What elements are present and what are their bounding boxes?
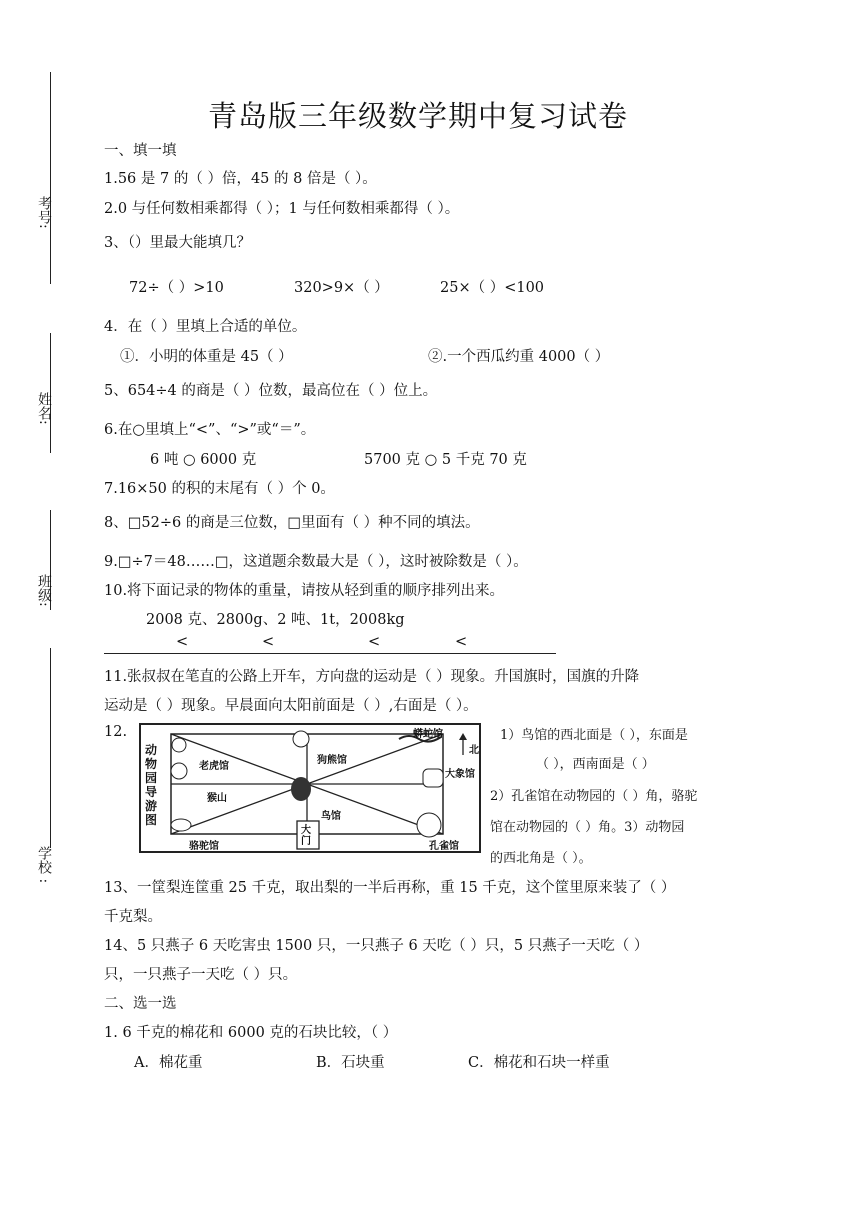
question-5: 5、654÷4 的商是（ ）位数，最高位在（ ）位上。 bbox=[104, 383, 438, 399]
question-1: 1.56 是 7 的（ ）倍，45 的 8 倍是（ ）。 bbox=[104, 171, 377, 187]
margin-line bbox=[50, 72, 51, 284]
question-12-sub: 2）孔雀馆在动物园的（ ）角，骆驼 bbox=[490, 789, 698, 804]
question-11-line2: 运动是（ ）现象。早晨面向太阳前面是（ ）,右面是（ ）。 bbox=[104, 698, 478, 714]
margin-line bbox=[50, 648, 51, 848]
answer-line bbox=[104, 653, 556, 654]
question-9: 9.□÷7＝48……□，这道题余数最大是（ ），这时被除数是（ ）。 bbox=[104, 554, 528, 570]
question-10: 10.将下面记录的物体的重量，请按从轻到重的顺序排列出来。 bbox=[104, 583, 505, 599]
map-label-luotuo: 骆驼馆 bbox=[189, 841, 219, 852]
question-3-item: 72÷（ ）>10 bbox=[129, 280, 224, 296]
question-12-sub: 的西北角是（ ）。 bbox=[490, 851, 592, 866]
map-label-bei: 北 bbox=[469, 745, 479, 756]
margin-label-xingming: 姓名: bbox=[36, 392, 52, 425]
question-4: 4．在（ ）里填上合适的单位。 bbox=[104, 319, 307, 335]
margin-label-banji: 班级: bbox=[36, 574, 52, 607]
map-label-kongque: 孔雀馆 bbox=[429, 841, 459, 852]
question-13-line1: 13、一筐梨连筐重 25 千克，取出梨的一半后再称，重 15 千克，这个筐里原来装了（ ） bbox=[104, 880, 676, 896]
page-title: 青岛版三年级数学期中复习试卷 bbox=[208, 99, 629, 133]
question-7: 7.16×50 的积的末尾有（ ）个 0。 bbox=[104, 481, 335, 497]
question-12-number: 12. bbox=[104, 724, 128, 740]
question-12-sub: （ ），西南面是（ ） bbox=[536, 757, 655, 772]
question-4-b: ②.一个西瓜约重 4000（ ） bbox=[428, 349, 610, 365]
question-3-item: 320>9×（ ） bbox=[294, 280, 389, 296]
zoo-map bbox=[139, 723, 481, 853]
question-6-a: 6 吨 ○ 6000 克 bbox=[150, 452, 257, 468]
question-12-sub: 1）鸟馆的西北面是（ ），东面是 bbox=[500, 728, 688, 743]
margin-label-kaohao: 考号: bbox=[36, 196, 52, 229]
map-label-houshan: 猴山 bbox=[207, 793, 227, 804]
question-10-items: 2008 克、2800g、2 吨、1t，2008kg bbox=[146, 612, 405, 628]
question-14-line1: 14、5 只燕子 6 天吃害虫 1500 只，一只燕子 6 天吃（ ）只，5 只燕子一天吃（ ） bbox=[104, 938, 649, 954]
question-3: 3、（）里最大能填几？ bbox=[104, 235, 251, 251]
question-12-sub: 馆在动物园的（ ）角。3）动物园 bbox=[490, 820, 685, 835]
option-c: C．棉花和石块一样重 bbox=[468, 1055, 610, 1071]
question-2: 2.0 与任何数相乘都得（ ）；1 与任何数相乘都得（ ）。 bbox=[104, 201, 460, 217]
question-3-item: 25×（ ）<100 bbox=[440, 280, 545, 296]
question-8: 8、□52÷6 的商是三位数，□里面有（ ）种不同的填法。 bbox=[104, 515, 480, 531]
less-than-sign: < bbox=[262, 634, 275, 650]
question-14-line2: 只，一只燕子一天吃（ ）只。 bbox=[104, 967, 298, 983]
section-heading: 二、选一选 bbox=[104, 996, 177, 1012]
less-than-sign: < bbox=[368, 634, 381, 650]
map-label-mangshe: 蟒蛇馆 bbox=[413, 729, 443, 740]
map-label-damen: 大门 bbox=[301, 825, 311, 847]
margin-label-xuexiao: 学校 : bbox=[36, 846, 52, 884]
question-6-b: 5700 克 ○ 5 千克 70 克 bbox=[364, 452, 527, 468]
question-4-a: ①．小明的体重是 45（ ） bbox=[120, 349, 293, 365]
map-label-gouxiong: 狗熊馆 bbox=[317, 755, 347, 766]
map-legend: 动物园导游图 bbox=[145, 743, 158, 827]
map-label-laohu: 老虎馆 bbox=[199, 761, 229, 772]
section2-question-1: 1. 6 千克的棉花和 6000 克的石块比较，（ ） bbox=[104, 1025, 398, 1041]
less-than-sign: < bbox=[455, 634, 468, 650]
question-11-line1: 11.张叔叔在笔直的公路上开车，方向盘的运动是（ ）现象。升国旗时，国旗的升降 bbox=[104, 669, 640, 685]
map-label-daxiang: 大象馆 bbox=[445, 769, 475, 780]
section-heading: 一、填一填 bbox=[104, 143, 177, 159]
map-label-niaoguan: 鸟馆 bbox=[321, 811, 341, 822]
option-a: A．棉花重 bbox=[134, 1055, 203, 1071]
question-6: 6.在○里填上“<”、“>”或“＝”。 bbox=[104, 422, 316, 438]
question-13-line2: 千克梨。 bbox=[104, 909, 162, 925]
less-than-sign: < bbox=[176, 634, 189, 650]
option-b: B．石块重 bbox=[316, 1055, 385, 1071]
